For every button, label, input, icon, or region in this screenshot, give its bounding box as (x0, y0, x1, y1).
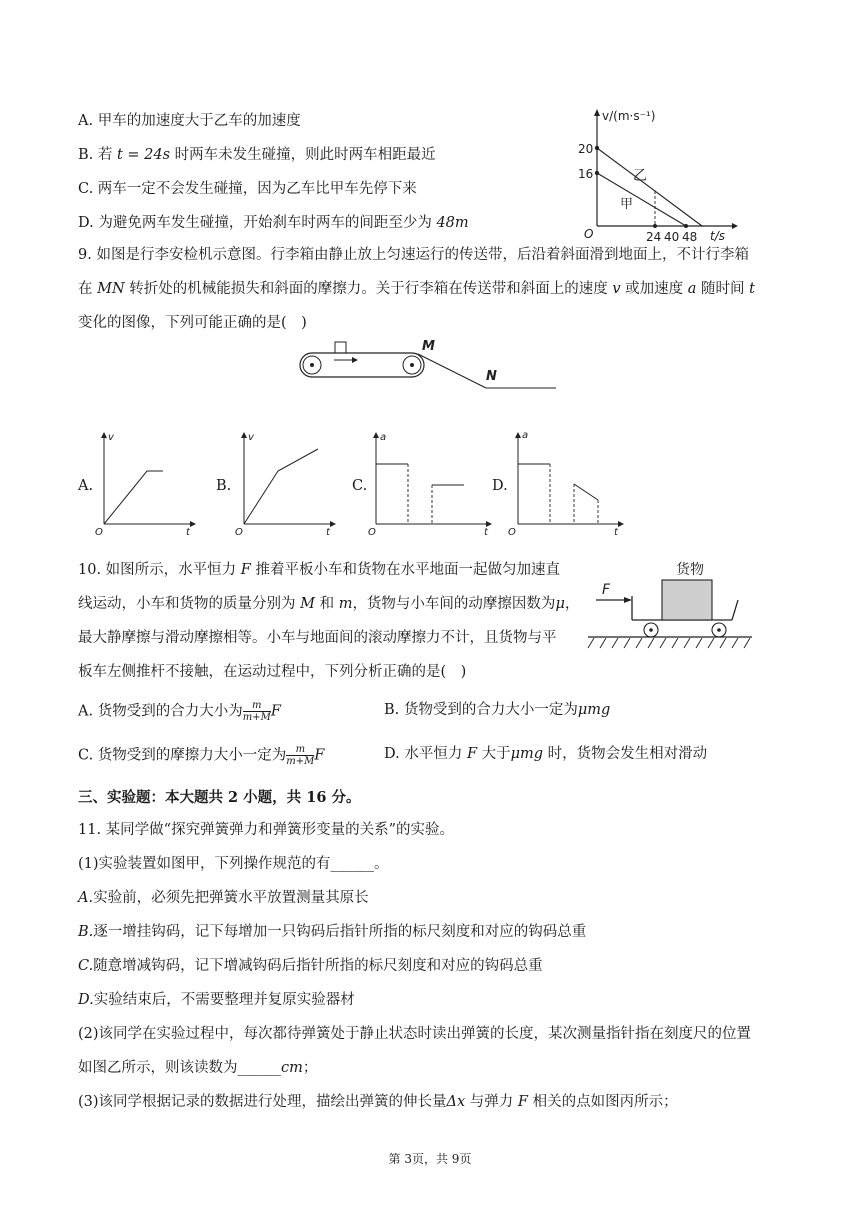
cart-figure (580, 558, 756, 652)
q9-graph-a-origin: O (95, 527, 103, 538)
q8-option-c: C. 两车一定不会发生碰撞，因为乙车比甲车先停下来 (78, 181, 417, 197)
q9-stem-line1: 9. 如图是行李安检机示意图。行李箱由静止放上匀速运行的传送带，后沿着斜面滑到地面上，不计行李箱 (78, 247, 749, 263)
q9-option-c-label: C. (352, 478, 368, 494)
q9-stem-line2: 在 MN 转折处的机械能损失和斜面的摩擦力。关于行李箱在传送带和斜面上的速度 v 或加速度 a 随时间 t (78, 281, 755, 297)
vt-line-label-jia: 甲 (620, 197, 634, 212)
q10-stem-line1: 10. 如图所示，水平恒力 F 推着平板小车和货物在水平地面一起做匀加速直 (78, 562, 560, 578)
q11-option-d: D.实验结束后，不需要整理并复原实验器材 (78, 992, 355, 1008)
q9-graph-b (232, 428, 338, 538)
q9-graph-c-origin: O (368, 527, 376, 538)
q9-stem-line3: 变化的图像，下列可能正确的是( ) (78, 315, 307, 331)
vt-xtick-24: 24 (646, 230, 662, 244)
vt-graph (560, 104, 740, 244)
q9-graph-d (508, 428, 626, 538)
q9-option-d-label: D. (492, 478, 508, 494)
q8-option-a: A. 甲车的加速度大于乙车的加速度 (78, 113, 301, 129)
vt-xtick-40: 40 (664, 230, 680, 244)
q11-option-b: B.逐一增挂钩码，记下每增加一只钩码后指针所指的标尺刻度和对应的钩码总重 (78, 924, 587, 940)
vt-xtick-48: 48 (682, 230, 698, 244)
q8-option-b: B. 若 t = 24s 时两车未发生碰撞，则此时两车相距最近 (78, 147, 436, 163)
q9-graph-d-origin: O (508, 527, 516, 538)
q8-option-d: D. 为避免两车发生碰撞，开始刹车时两车的间距至少为 48m (78, 215, 469, 231)
q9-graph-a (92, 428, 198, 538)
section-heading: 三、实验题：本大题共 2 小题，共 16 分。 (78, 789, 361, 806)
q11-option-c: C.随意增减钩码，记下增减钩码后指针所指的标尺刻度和对应的钩码总重 (78, 958, 543, 974)
q10-stem-line2: 线运动，小车和货物的质量分别为 M 和 m，货物与小车间的动摩擦因数为μ， (78, 596, 580, 612)
q9-graph-d-yaxis: a (522, 430, 529, 441)
q9-graph-c (368, 428, 494, 538)
cart-cargo-label: 货物 (676, 562, 704, 578)
cart-force-label: F (602, 582, 611, 598)
conveyor-label-n: N (486, 369, 497, 384)
vt-origin: O (584, 227, 594, 241)
conveyor-figure (298, 338, 560, 394)
q10-stem-line4: 板车左侧推杆不接触，在运动过程中，下列分析正确的是( ) (78, 664, 467, 680)
q10-option-a: A. 货物受到的合力大小为 $\frac{m}{m+M}$ F (78, 700, 281, 723)
q11-option-a: A.实验前，必须先把弹簧水平放置测量其原长 (78, 890, 369, 906)
q9-option-a-label: A. (78, 478, 94, 494)
vt-ytick-20: 20 (578, 142, 594, 156)
q9-option-b-label: B. (216, 478, 232, 494)
q11-part2-line2: 如图乙所示，则该读数为______cm； (78, 1060, 318, 1076)
q9-graph-a-xaxis: t (186, 527, 190, 538)
q11-part1: (1)实验装置如图甲，下列操作规范的有______。 (78, 856, 389, 872)
q10-option-c: C. 货物受到的摩擦力大小一定为 $\frac{m}{m+M}$ F (78, 744, 325, 767)
q9-graph-b-origin: O (235, 527, 243, 538)
q9-graph-d-xaxis: t (614, 527, 618, 538)
vt-ylabel: v/(m·s⁻¹) (602, 109, 656, 123)
q9-graph-b-yaxis: v (248, 432, 254, 443)
q11-title: 11. 某同学做“探究弹簧弹力和弹簧形变量的关系”的实验。 (78, 822, 454, 838)
q9-graph-a-yaxis: v (108, 432, 114, 443)
q10-option-d: D. 水平恒力 F 大于μmg 时，货物会发生相对滑动 (384, 746, 708, 762)
q9-graph-c-yaxis: a (380, 432, 387, 443)
q9-graph-c-xaxis: t (484, 527, 488, 538)
conveyor-label-m: M (422, 339, 435, 354)
q9-graph-b-xaxis: t (326, 527, 330, 538)
q10-stem-line3: 最大静摩擦与滑动摩擦相等。小车与地面间的滚动摩擦力不计，且货物与平 (78, 630, 557, 646)
q10-option-b: B. 货物受到的合力大小一定为μmg (384, 702, 611, 718)
vt-ytick-16: 16 (578, 167, 594, 181)
q11-part3: (3)该同学根据记录的数据进行处理，描绘出弹簧的伸长量Δx 与弹力 F 相关的点如图丙所示； (78, 1094, 678, 1110)
q11-part2-line1: (2)该同学在实验过程中，每次都待弹簧处于静止状态时读出弹簧的长度，某次测量指针指在刻度尺的位置 (78, 1026, 752, 1042)
vt-xlabel: t/s (710, 229, 725, 243)
vt-line-label-yi: 乙 (633, 168, 647, 184)
page-footer: 第 3页，共 9页 (388, 1152, 472, 1166)
